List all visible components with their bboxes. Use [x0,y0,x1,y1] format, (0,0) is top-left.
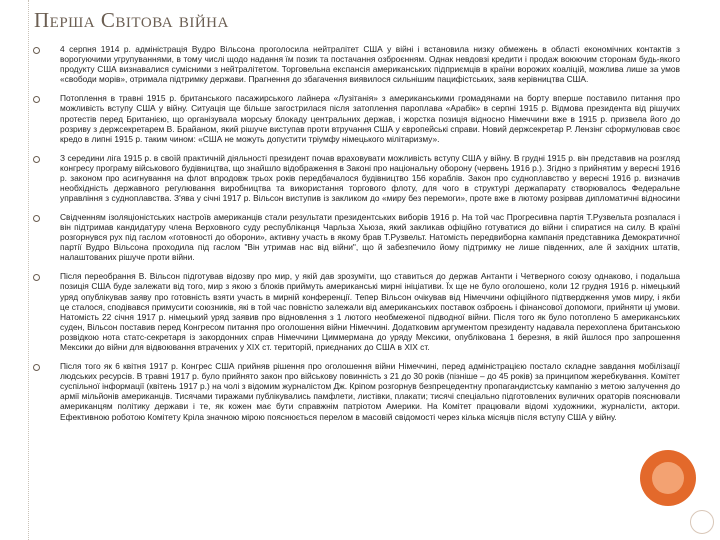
page-title: Перша Світова війна [34,8,229,32]
bullet-icon [33,47,40,54]
paragraph-text: Свідченням ізоляціоністських настроїв американців стали результати президентських виборів 1916 р. На той час Прогресивна партія Т.Рузвельта розпалася і він підтримав кандидатуру члена Верховного суду республіканця Чарльза Хьюза, який закликав офіційно готуватися до війни і спиратися на силу. В країні розгорнувся рух під гаслом «готовності до оборони», активну участь в якому брав Т.Рузвельт. Натомість передвиборна кампанія представника Демократичної партії Вудро Вільсона проходила під гаслом "Він утримав нас від війни", що й забезпечило йому підтримку не лише південних, але й західних штатів, налаштованих рішуче проти війни. [60,211,680,263]
decorative-circle-inner [652,462,684,494]
bullet-icon [33,364,40,371]
bullet-icon [33,215,40,222]
decorative-circle-small [690,510,714,534]
paragraph-text: Потоплення в травні 1915 р. британського пасажирського лайнера «Лузітанія» з американськими громадянами на борту вперше поставило питання про можливість вступу США у війну. Ситуація ще більше загострилася після затоплення пароплава «Арабік» в серпні 1915 р. Відмова президента від рішучих протестів перед Британією, що організувала морську блокаду центральних держав, і жорстка позиція відносно Німеччини вже в 1915 р. призвела його до розриву з держсекретарем В. Брайаном, який рішуче виступав проти втручання США у європейські справи. Новий держсекретар Р. Лензінг сформулював своє кредо в липні 1915 р. таким чином: «США не можуть допустити тріумфу німецького мілітаризму». [60,93,680,144]
list-item [30,271,680,352]
bullet-icon [33,274,40,281]
bullet-list [30,44,680,422]
list-item [30,44,680,84]
paragraph-text: Після переобрання В. Вільсон підготував відозву про мир, у якій дав зрозуміти, що ставиться до держав Антанти і Четверного союзу однаково, і подальша позиція США буде залежати від того, мир з якою з блоків приймуть американські мирні ініціативи. Їх ще не було оголошено, коли 12 грудня 1916 р. німецький уряд опублікував заяву про готовність взяти участь в мирній конференції. Тепер Вільсон очікував від Німеччини офіційного підтвердження умов миру, і якби це сталося, сподівався примусити союзників, які в той час повністю залежали від американських поставок озброєнь і фінансової допомоги, прийняти ці умови. Натомість 22 січня 1917 р. німецький уряд заявив про відновлення з 1 лютого необмеженої підводної війни. Після того як було потоплено 5 американських суден, Вільсон поставив перед Конгресом питання про оголошення війни Німеччині. Додатковим аргументом президенту надавала перехоплена британською розвідкою нота статс-секретаря із закордонних справ Німеччини Циммермана до уряду Мексики, опублікована 1 березня, в якій йшлося про запрошення Мексики до війни для відвоювання втрачених у XIX ст. територій, приєднаних до США в XIX ст. [60,271,680,352]
paragraph-text: Після того як 6 квітня 1917 р. Конгрес США прийняв рішення про оголошення війни Німеччині, перед адміністрацією постало складне завдання мобілізації людських ресурсів. В травні 1917 р. було прийнято закон про військову повинність з 21 до 30 років (пізніше – до 45 років) за принципом жеребкування. Комітет суспільної інформації (квітень 1917 р.) на чолі з відомим журналістом Дж. Кріпом розгорнув безпрецедентну пропагандистську кампанію з метою залучення до армії мільйонів американців. Тисячами тиражами публікувались памфлети, листівки, плакати; тисячі спеціально підготовлених вуличних ораторів пояснювали американцям політику держави і те, як кожен має бути справжнім патріотом Америки. На Комітет працювали відомі художники, журналісти, актори. Ефективною роботою Комітету Кріла значною мірою пояснюється перелом в масовій свідомості через кілька місяців після вступу США у війну. [60,361,680,422]
paragraph-text: З середини ліга 1915 р. в своїй практичній діяльності президент почав враховувати можливість вступу США у війну. В грудні 1915 р. він представив на розгляд конгресу програму військового будівництва, що знайшло відображення в Законі про національну оборону (червень 1916 р.). Згідно з прийнятим у вересні 1916 р. законом про асигнування на флот впродовж трьох років передбачалося будівництво 156 кораблів. Закон про судноплавство у вересні 1916 р. визначив необхідність державного регулювання виробництва та використання торгового флоту, для чого в структурі держапарату створювалось Федеральне управління з судноплавства. З'ява у січні 1917 р. Вільсон виступив із закликом до «миру без перемоги», проте вже в лютому розірвав дипломатичні відносини [60,152,680,203]
bullet-icon [33,96,40,103]
list-item [30,361,680,422]
list-item [30,153,680,203]
paragraph-text: 4 серпня 1914 р. адміністрація Вудро Вільсона проголосила нейтралітет США у війні і встановила низку обмежень в області економічних контактів з ворогуючими угрупуваннями, в тому числі щодо надання їм позик та постачання озброєнням. Однак невдовзі кредити і продаж воюючим сторонам будь-якого продукту США визнавалися сумісними з нейтралітетом. Торговельна експансія американських підприємців в країни ворожих коаліцій, можлива лише за умов «свободи морів», отримала підтримку держави. Прагнення до збагачення виявилося сильнішим пацифістських, заяв керівництва США. [60,44,680,85]
list-item [30,212,680,262]
bullet-icon [33,156,40,163]
list-item [30,93,680,143]
